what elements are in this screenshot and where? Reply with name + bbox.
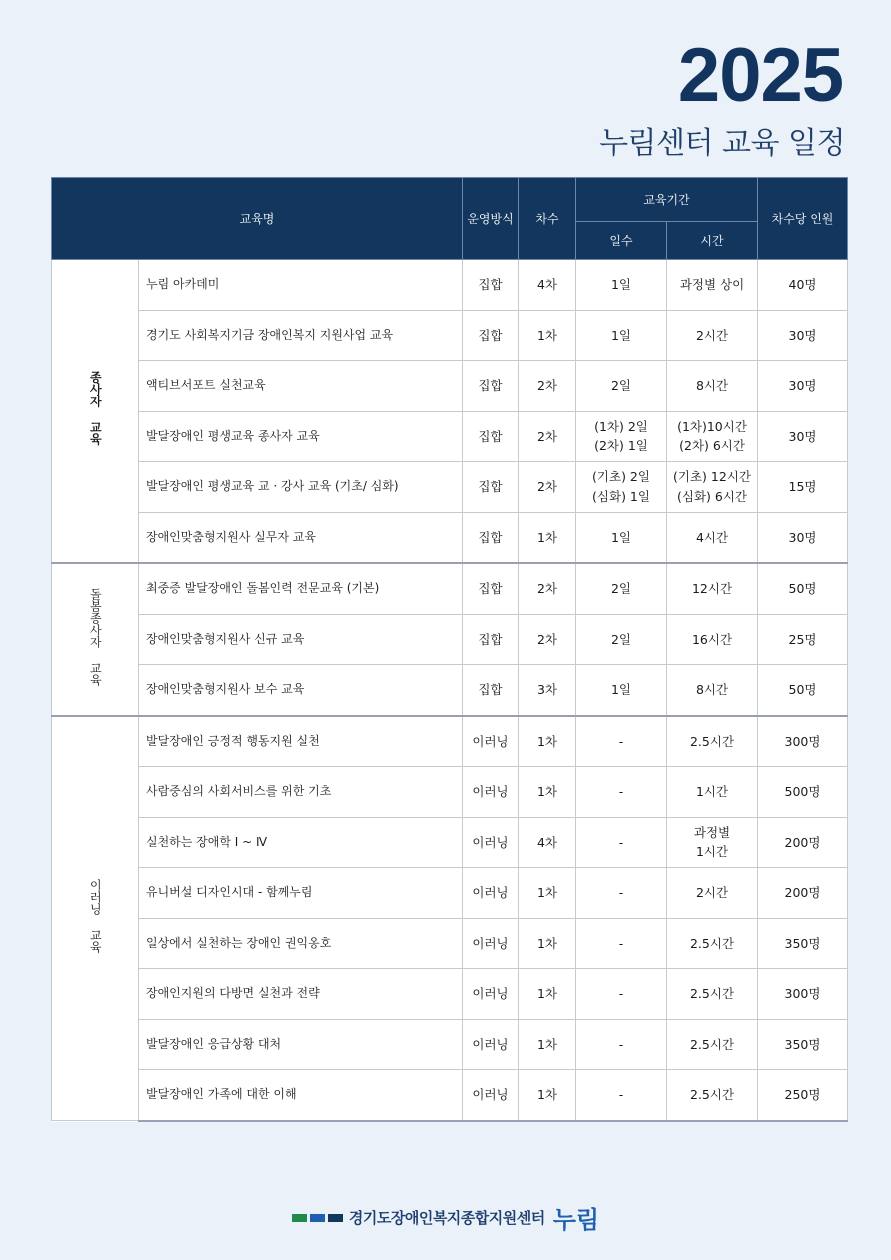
rounds-cell: 1차 — [519, 767, 576, 818]
days-cell: - — [576, 969, 667, 1020]
table-row — [52, 614, 848, 665]
days-cell: - — [576, 1019, 667, 1070]
rounds-cell: 1차 — [519, 716, 576, 767]
capacity-cell: 30명 — [758, 310, 848, 361]
days-cell-line: (기초) 2일 — [592, 469, 650, 485]
capacity-cell: 200명 — [758, 868, 848, 919]
table-row — [52, 918, 848, 969]
method-cell: 집합 — [463, 563, 519, 614]
education-name-cell: 발달장애인 평생교육 교 · 강사 교육 (기초/ 심화) — [139, 462, 463, 513]
table-row — [52, 969, 848, 1020]
education-name-cell: 발달장애인 긍정적 행동지원 실천 — [139, 716, 463, 767]
hours-cell: 2.5시간 — [667, 1070, 758, 1121]
year-title: 2025 — [677, 33, 843, 118]
education-name-cell: 장애인지원의 다방면 실천과 전략 — [139, 969, 463, 1020]
table-row — [52, 716, 848, 767]
days-cell: 2일 — [576, 361, 667, 412]
brand-logo: 누림 — [552, 1206, 600, 1234]
header-period: 교육기간 — [576, 178, 758, 222]
page-subtitle: 누림센터 교육 일정 — [599, 126, 845, 161]
hours-cell: 2.5시간 — [667, 918, 758, 969]
days-cell: 1일 — [576, 665, 667, 716]
table-row — [52, 411, 848, 462]
hours-cell-line: (기초) 12시간 — [673, 469, 751, 485]
hours-cell: 과정별 상이 — [667, 260, 758, 311]
hours-cell: 2.5시간 — [667, 716, 758, 767]
education-name-cell: 액티브서포트 실천교육 — [139, 361, 463, 412]
method-cell: 이러닝 — [463, 1019, 519, 1070]
rounds-cell: 3차 — [519, 665, 576, 716]
table-row — [52, 1070, 848, 1121]
table-row — [52, 665, 848, 716]
organization-name: 경기도장애인복지종합지원센터 — [348, 1209, 545, 1227]
header-method: 운영방식 — [463, 178, 519, 260]
capacity-cell: 350명 — [758, 918, 848, 969]
capacity-cell: 25명 — [758, 614, 848, 665]
rounds-cell: 4차 — [519, 260, 576, 311]
header-capacity: 차수당 인원 — [758, 178, 848, 260]
hours-cell: 2시간 — [667, 310, 758, 361]
category-cell — [52, 260, 139, 564]
rounds-cell: 1차 — [519, 310, 576, 361]
capacity-cell: 300명 — [758, 969, 848, 1020]
hours-cell — [667, 462, 758, 513]
capacity-cell: 50명 — [758, 563, 848, 614]
hours-cell-line: (1차)10시간 — [677, 418, 747, 434]
organization-logo-mark — [292, 1214, 343, 1222]
hours-cell: 2.5시간 — [667, 1019, 758, 1070]
rounds-cell: 2차 — [519, 563, 576, 614]
education-name-cell: 발달장애인 가족에 대한 이해 — [139, 1070, 463, 1121]
days-cell: 1일 — [576, 310, 667, 361]
method-cell: 집합 — [463, 310, 519, 361]
education-name-cell: 누림 아카데미 — [139, 260, 463, 311]
table-row — [52, 462, 848, 513]
days-cell: 1일 — [576, 512, 667, 563]
header-rounds: 차수 — [519, 178, 576, 260]
capacity-cell: 50명 — [758, 665, 848, 716]
capacity-cell: 350명 — [758, 1019, 848, 1070]
education-name-cell: 장애인맞춤형지원사 실무자 교육 — [139, 512, 463, 563]
hours-cell — [667, 817, 758, 868]
method-cell: 집합 — [463, 361, 519, 412]
method-cell: 이러닝 — [463, 716, 519, 767]
rounds-cell: 1차 — [519, 868, 576, 919]
method-cell: 집합 — [463, 411, 519, 462]
rounds-cell: 2차 — [519, 614, 576, 665]
days-cell — [576, 411, 667, 462]
days-cell-line: (심화) 1일 — [592, 488, 650, 504]
hours-cell: 4시간 — [667, 512, 758, 563]
rounds-cell: 2차 — [519, 462, 576, 513]
capacity-cell: 200명 — [758, 817, 848, 868]
hours-cell-line: 1시간 — [695, 844, 729, 860]
category-cell — [52, 563, 139, 716]
days-cell — [576, 462, 667, 513]
method-cell: 집합 — [463, 260, 519, 311]
days-cell: 1일 — [576, 260, 667, 311]
education-name-cell: 사람중심의 사회서비스를 위한 기초 — [139, 767, 463, 818]
table-row — [52, 563, 848, 614]
rounds-cell: 2차 — [519, 411, 576, 462]
capacity-cell: 500명 — [758, 767, 848, 818]
hours-cell: 12시간 — [667, 563, 758, 614]
table-row — [52, 767, 848, 818]
education-name-cell: 일상에서 실천하는 장애인 권익옹호 — [139, 918, 463, 969]
method-cell: 이러닝 — [463, 1070, 519, 1121]
rounds-cell: 1차 — [519, 512, 576, 563]
capacity-cell: 250명 — [758, 1070, 848, 1121]
logo-stripe — [328, 1214, 343, 1222]
days-cell: - — [576, 716, 667, 767]
days-cell-line: (1차) 2일 — [594, 418, 648, 434]
table-row — [52, 1019, 848, 1070]
logo-stripe — [310, 1214, 325, 1222]
capacity-cell: 30명 — [758, 361, 848, 412]
category-cell — [52, 716, 139, 1121]
table-body — [52, 260, 848, 1121]
category-label: 이러닝 교육 — [88, 878, 103, 953]
education-schedule-table — [51, 177, 848, 1122]
education-name-cell: 발달장애인 평생교육 종사자 교육 — [139, 411, 463, 462]
rounds-cell: 1차 — [519, 918, 576, 969]
days-cell: - — [576, 868, 667, 919]
method-cell: 집합 — [463, 512, 519, 563]
capacity-cell: 15명 — [758, 462, 848, 513]
rounds-cell: 1차 — [519, 1070, 576, 1121]
days-cell: - — [576, 1070, 667, 1121]
hours-cell-line: (심화) 6시간 — [677, 488, 747, 504]
method-cell: 이러닝 — [463, 767, 519, 818]
table-row — [52, 260, 848, 311]
days-cell: 2일 — [576, 563, 667, 614]
method-cell: 집합 — [463, 665, 519, 716]
category-label: 종사자 교육 — [88, 371, 103, 446]
hours-cell — [667, 411, 758, 462]
rounds-cell: 2차 — [519, 361, 576, 412]
rounds-cell: 1차 — [519, 969, 576, 1020]
education-name-cell: 경기도 사회복지기금 장애인복지 지원사업 교육 — [139, 310, 463, 361]
days-cell: - — [576, 767, 667, 818]
rounds-cell: 4차 — [519, 817, 576, 868]
logo-stripe — [292, 1214, 307, 1222]
education-name-cell: 장애인맞춤형지원사 보수 교육 — [139, 665, 463, 716]
method-cell: 이러닝 — [463, 817, 519, 868]
capacity-cell: 300명 — [758, 716, 848, 767]
table-row — [52, 512, 848, 563]
header-hours: 시간 — [667, 222, 758, 260]
footer — [0, 1200, 891, 1235]
category-label: 돌봄종사자 교육 — [88, 587, 103, 686]
table-row — [52, 868, 848, 919]
education-name-cell: 실천하는 장애학 Ⅰ ~ Ⅳ — [139, 817, 463, 868]
method-cell: 집합 — [463, 614, 519, 665]
capacity-cell: 30명 — [758, 411, 848, 462]
days-cell: 2일 — [576, 614, 667, 665]
education-name-cell: 장애인맞춤형지원사 신규 교육 — [139, 614, 463, 665]
hours-cell-line: 과정별 — [693, 824, 731, 840]
hours-cell: 1시간 — [667, 767, 758, 818]
days-cell: - — [576, 918, 667, 969]
education-name-cell: 발달장애인 응급상황 대처 — [139, 1019, 463, 1070]
table-row — [52, 361, 848, 412]
method-cell: 이러닝 — [463, 969, 519, 1020]
header-days: 일수 — [576, 222, 667, 260]
education-name-cell: 최중증 발달장애인 돌봄인력 전문교육 (기본) — [139, 563, 463, 614]
hours-cell: 2.5시간 — [667, 969, 758, 1020]
table-row — [52, 310, 848, 361]
days-cell: - — [576, 817, 667, 868]
table-row — [52, 817, 848, 868]
capacity-cell: 40명 — [758, 260, 848, 311]
header-education-name: 교육명 — [52, 178, 463, 260]
hours-cell-line: (2차) 6시간 — [679, 438, 745, 454]
capacity-cell: 30명 — [758, 512, 848, 563]
hours-cell: 8시간 — [667, 665, 758, 716]
hours-cell: 2시간 — [667, 868, 758, 919]
hours-cell: 16시간 — [667, 614, 758, 665]
days-cell-line: (2차) 1일 — [594, 438, 648, 454]
method-cell: 이러닝 — [463, 868, 519, 919]
method-cell: 이러닝 — [463, 918, 519, 969]
rounds-cell: 1차 — [519, 1019, 576, 1070]
method-cell: 집합 — [463, 462, 519, 513]
hours-cell: 8시간 — [667, 361, 758, 412]
education-name-cell: 유니버설 디자인시대 - 함께누림 — [139, 868, 463, 919]
